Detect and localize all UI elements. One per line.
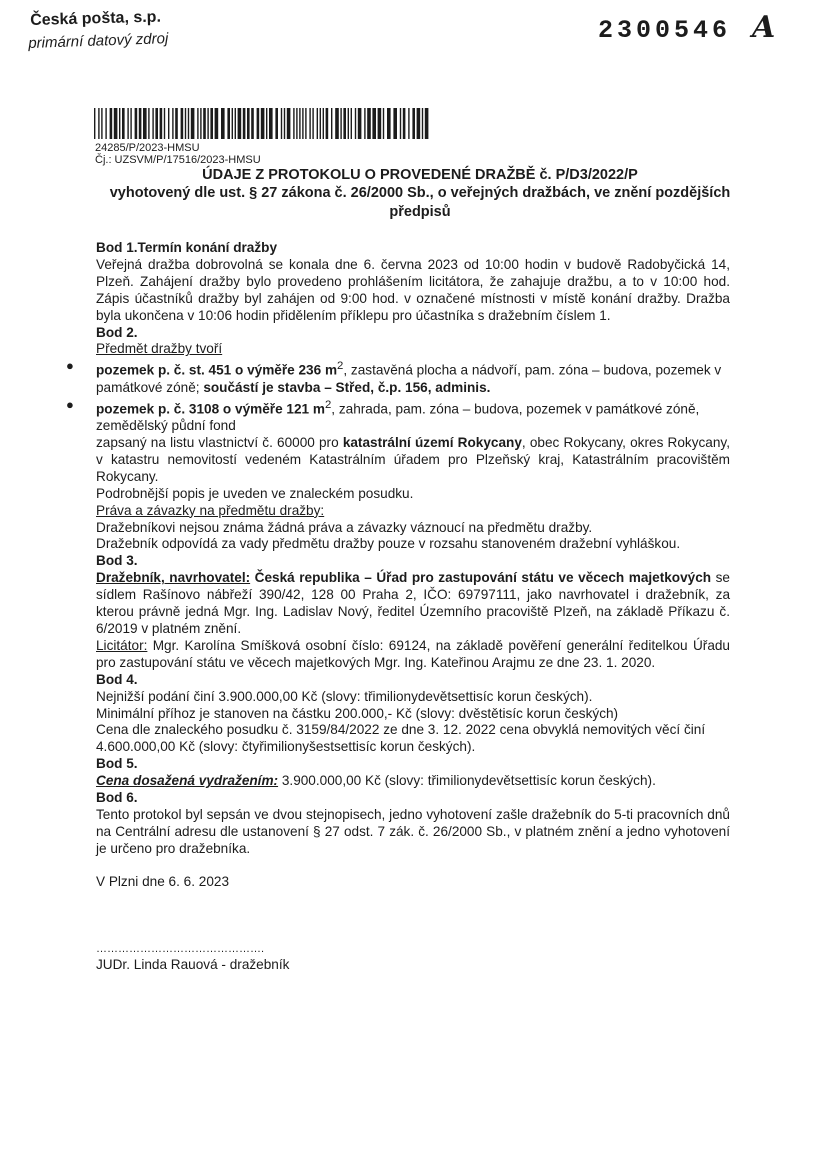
barcode-bar — [135, 108, 138, 139]
barcode-bar — [287, 108, 291, 139]
barcode-bar — [408, 108, 409, 139]
barcode-bar — [98, 108, 99, 139]
barcode-bar — [323, 108, 324, 139]
rights-heading: Práva a závazky na předmětu dražby: — [96, 502, 325, 518]
bod5-heading: Bod 5. — [96, 756, 138, 772]
barcode-bar — [261, 108, 265, 139]
barcode-bar — [358, 108, 362, 139]
barcode-bar — [130, 108, 131, 139]
barcode-bar — [185, 108, 186, 139]
barcode-bar — [235, 108, 236, 139]
barcode-bar — [302, 108, 303, 139]
barcode-bar — [200, 108, 201, 139]
auctioneer-name: Česká republika – Úřad pro zastupování státu ve věcech majetkových — [250, 570, 712, 586]
barcode-bar — [122, 108, 125, 139]
spacer — [96, 858, 730, 874]
barcode-bar — [412, 108, 415, 139]
barcode-bar — [251, 108, 254, 139]
registry-pre: zapsaný na listu vlastnictví č. 60000 pro — [96, 435, 343, 451]
document-subtitle: vyhotovený dle ust. § 27 zákona č. 26/2000 Sb., o veřejných dražbách, ve znění pozdějších předpisů — [109, 185, 731, 220]
appraisal-price: Cena dle znaleckého posudku č. 3159/84/2022 ze dne 3. 12. 2022 cena obvyklá nemovitých věcí činí 4.600.000,00 Kč (slovy: čtyřimilionyšestsettisíc korun českých). — [96, 722, 706, 755]
case-number: Čj.: UZSVM/P/17516/2023-HMSU — [95, 154, 261, 166]
barcode-bar — [275, 108, 278, 139]
barcode-bar — [221, 108, 225, 139]
barcode-bar — [266, 108, 267, 139]
barcode-bar — [168, 108, 169, 139]
bod1-heading: Bod 1.Termín konání dražby — [96, 240, 278, 255]
barcode-bar — [299, 108, 300, 139]
lowest-bid: Nejnižší podání činí 3.900.000,00 Kč (slovy: třimilionydevětsettisíc korun českých). — [96, 688, 593, 704]
document-title: ÚDAJE Z PROTOKOLU O PROVEDENÉ DRAŽBĚ č. P/D3/2022/P — [202, 167, 638, 183]
place-date: V Plzni dne 6. 6. 2023 — [96, 873, 230, 889]
minimum-increment: Minimální příhoz je stanoven na částku 200.000,- Kč (slovy: dvěstětisíc korun českých) — [96, 705, 619, 721]
barcode-bar — [425, 108, 429, 139]
bod6-heading: Bod 6. — [96, 790, 138, 806]
barcode-bar — [417, 108, 421, 139]
auctioneer-label: Dražebník, navrhovatel: — [96, 570, 251, 586]
bod6-text: Tento protokol byl sepsán ve dvou stejnopisech, jedno vyhotovení zašle dražebník do 5-ti pracovních dnů na Centrální adresu dle ustanovení § 27 odst. 7 zák. č. 26/2000 Sb., v platném znění a jedno vyhotovení je určeno pro dražebníka. — [96, 806, 730, 856]
bod3-heading: Bod 3. — [96, 553, 138, 569]
rights-line-1: Dražebníkovi nejsou známa žádná práva a závazky váznoucí na předmětu dražby. — [96, 519, 593, 535]
parcel-2-unit-sup: 2 — [324, 398, 332, 411]
barcode-bar — [172, 108, 173, 139]
detail-note: Podrobnější popis je uveden ve znaleckém posudku. — [96, 485, 414, 501]
barcode-bar — [143, 108, 147, 139]
reference-number: 24285/P/2023-HMSU — [95, 142, 200, 154]
barcode-bar — [243, 108, 246, 139]
barcode-bar — [326, 108, 329, 139]
barcode-bar — [403, 108, 406, 139]
barcode-bar — [101, 108, 102, 139]
barcode-bar — [238, 108, 242, 139]
barcode-bar — [215, 108, 219, 139]
barcode-bar — [207, 108, 208, 139]
barcode-bar — [257, 108, 260, 139]
post-stamp-name: Česká pošta, s.p. — [30, 8, 162, 29]
signature-name: JUDr. Linda Rauová - dražebník — [96, 956, 290, 972]
bullet-icon: ● — [66, 358, 74, 374]
achieved-price-value: 3.900.000,00 Kč (slovy: třimilionydevětsettisíc korun českých). — [278, 773, 656, 789]
barcode-bar — [348, 108, 349, 139]
protocol-body — [66, 240, 730, 974]
barcode-bar — [152, 108, 153, 139]
registry-text — [96, 435, 730, 486]
auctioneer-text — [96, 570, 730, 638]
document-number-letter: A — [752, 10, 776, 45]
cadastral-area: katastrální území Rokycany — [342, 435, 522, 451]
parcel-1-unit-sup: 2 — [337, 360, 344, 373]
auctioneer-details: se sídlem Rašínovo nábřeží 390/42, 128 00 Praha 2, IČO: 69797111, jako navrhovatel i dražebník, za kterou právně jedná Mgr. Ing. Ladislav Nový, ředitel Územního pracoviště Plzeň, na základě Příkazu č. 6/2019 v platném znění. — [96, 570, 730, 636]
barcode-bar — [309, 108, 310, 139]
parcel-1-description: , zastavěná plocha a nádvoří, pam. zóna – budova, pozemek v památkové zóně; — [96, 362, 722, 395]
barcode-bar — [247, 108, 250, 139]
barcode-bar — [317, 108, 318, 139]
barcode-bar — [175, 108, 178, 139]
barcode-bar — [105, 108, 106, 139]
barcode-bar — [364, 108, 365, 139]
registry-post: , obec Rokycany, okres Rokycany, v katastru nemovitostí vedeném Katastrálním úřadem pro Plzeňský kraj, Katastrálním pracovištěm Rokycany. — [96, 435, 730, 484]
parcel-1-building: součástí je stavba – Střed, č.p. 156, adminis. — [203, 379, 491, 395]
barcode-bar — [227, 108, 230, 139]
barcode-bar — [393, 108, 397, 139]
barcode-bar — [148, 108, 149, 139]
barcode-bar — [367, 108, 371, 139]
rights-line-2: Dražebník odpovídá za vady předmětu dražby pouze v rozsahu stanoveném dražební vyhláškou. — [96, 536, 681, 552]
list-item-parcel-2 — [66, 396, 730, 435]
barcode-bar — [305, 108, 306, 139]
barcode-bar — [281, 108, 282, 139]
parcel-2-description: , zahrada, pam. zóna – budova, pozemek v památkové zóně, zemědělský půdní fond — [96, 401, 700, 434]
barcode-bar — [269, 108, 273, 139]
barcode-bar — [355, 108, 356, 139]
barcode-bar — [139, 108, 142, 139]
parcel-2-title: pozemek p. č. 3108 o výměře 121 m — [96, 401, 325, 417]
barcode-bar — [155, 108, 158, 139]
barcode-bar — [94, 108, 95, 139]
bullet-icon: ● — [66, 396, 74, 412]
barcode-bar — [422, 108, 423, 139]
barcode-bar — [296, 108, 297, 139]
barcode-bar — [320, 108, 321, 139]
barcode-bar — [284, 108, 285, 139]
post-stamp-subtitle: primární datový zdroj — [28, 30, 169, 52]
achieved-price — [96, 773, 730, 790]
parcel-1-title: pozemek p. č. st. 451 o výměře 236 m — [96, 362, 338, 378]
barcode-bar — [181, 108, 184, 139]
spacer — [96, 891, 730, 943]
bod2-heading: Bod 2. — [96, 324, 138, 340]
licitator-details: Mgr. Karolína Smíšková osobní číslo: 69124, na základě pověření generální ředitelkou Úřadu pro zastupování státu ve věcech majetkových Mgr. Ing. Kateřinou Arajmu ze dne 23. 1. 2020. — [96, 637, 730, 670]
barcode-bar — [127, 108, 128, 139]
barcode-bar — [114, 108, 118, 139]
barcode-bar — [197, 108, 198, 139]
barcode-bar — [383, 108, 384, 139]
barcode-bar — [164, 108, 165, 139]
barcode-bar — [312, 108, 313, 139]
barcode-bar — [232, 108, 233, 139]
barcode-bar — [110, 108, 113, 139]
barcode-bar — [119, 108, 120, 139]
barcode-bar — [293, 108, 294, 139]
barcode-bar — [203, 108, 206, 139]
barcode-bar — [378, 108, 382, 139]
barcode-bar — [210, 108, 213, 139]
barcode-bar — [160, 108, 163, 139]
barcode-bar — [400, 108, 401, 139]
subject-heading: Předmět dražby tvoří — [96, 341, 223, 357]
barcode-bar — [351, 108, 352, 139]
bod4-heading: Bod 4. — [96, 671, 138, 687]
barcode — [94, 108, 430, 139]
barcode-bar — [335, 108, 339, 139]
barcode-bar — [331, 108, 332, 139]
barcode-bar — [343, 108, 346, 139]
barcode-bar — [372, 108, 376, 139]
list-item-parcel-1 — [66, 358, 730, 396]
barcode-bar — [191, 108, 195, 139]
document-number: 2300546 — [598, 16, 732, 45]
barcode-bar — [387, 108, 391, 139]
licitator-text — [96, 638, 730, 672]
licitator-label: Licitátor: — [96, 637, 148, 653]
barcode-bar — [340, 108, 341, 139]
achieved-price-label: Cena dosažená vydražením: — [96, 773, 279, 789]
signature-line: ………………………………………. — [96, 942, 265, 955]
bod1-text: Veřejná dražba dobrovolná se konala dne 6. června 2023 od 10:00 hodin v budově Radobyčická 14, Plzeň. Zahájení dražby bylo provedeno prohlášením licitátora, že zahajuje dražbu, a to v 10:00 hod. Zápis účastníků dražby byl zahájen od 9:00 hod. v označené místnosti v místě konání dražby. Dražba byla ukončena v 10:06 hodin přidělením příklepu pro účastníka s dražebním číslem 1. — [96, 256, 730, 323]
barcode-bar — [188, 108, 189, 139]
